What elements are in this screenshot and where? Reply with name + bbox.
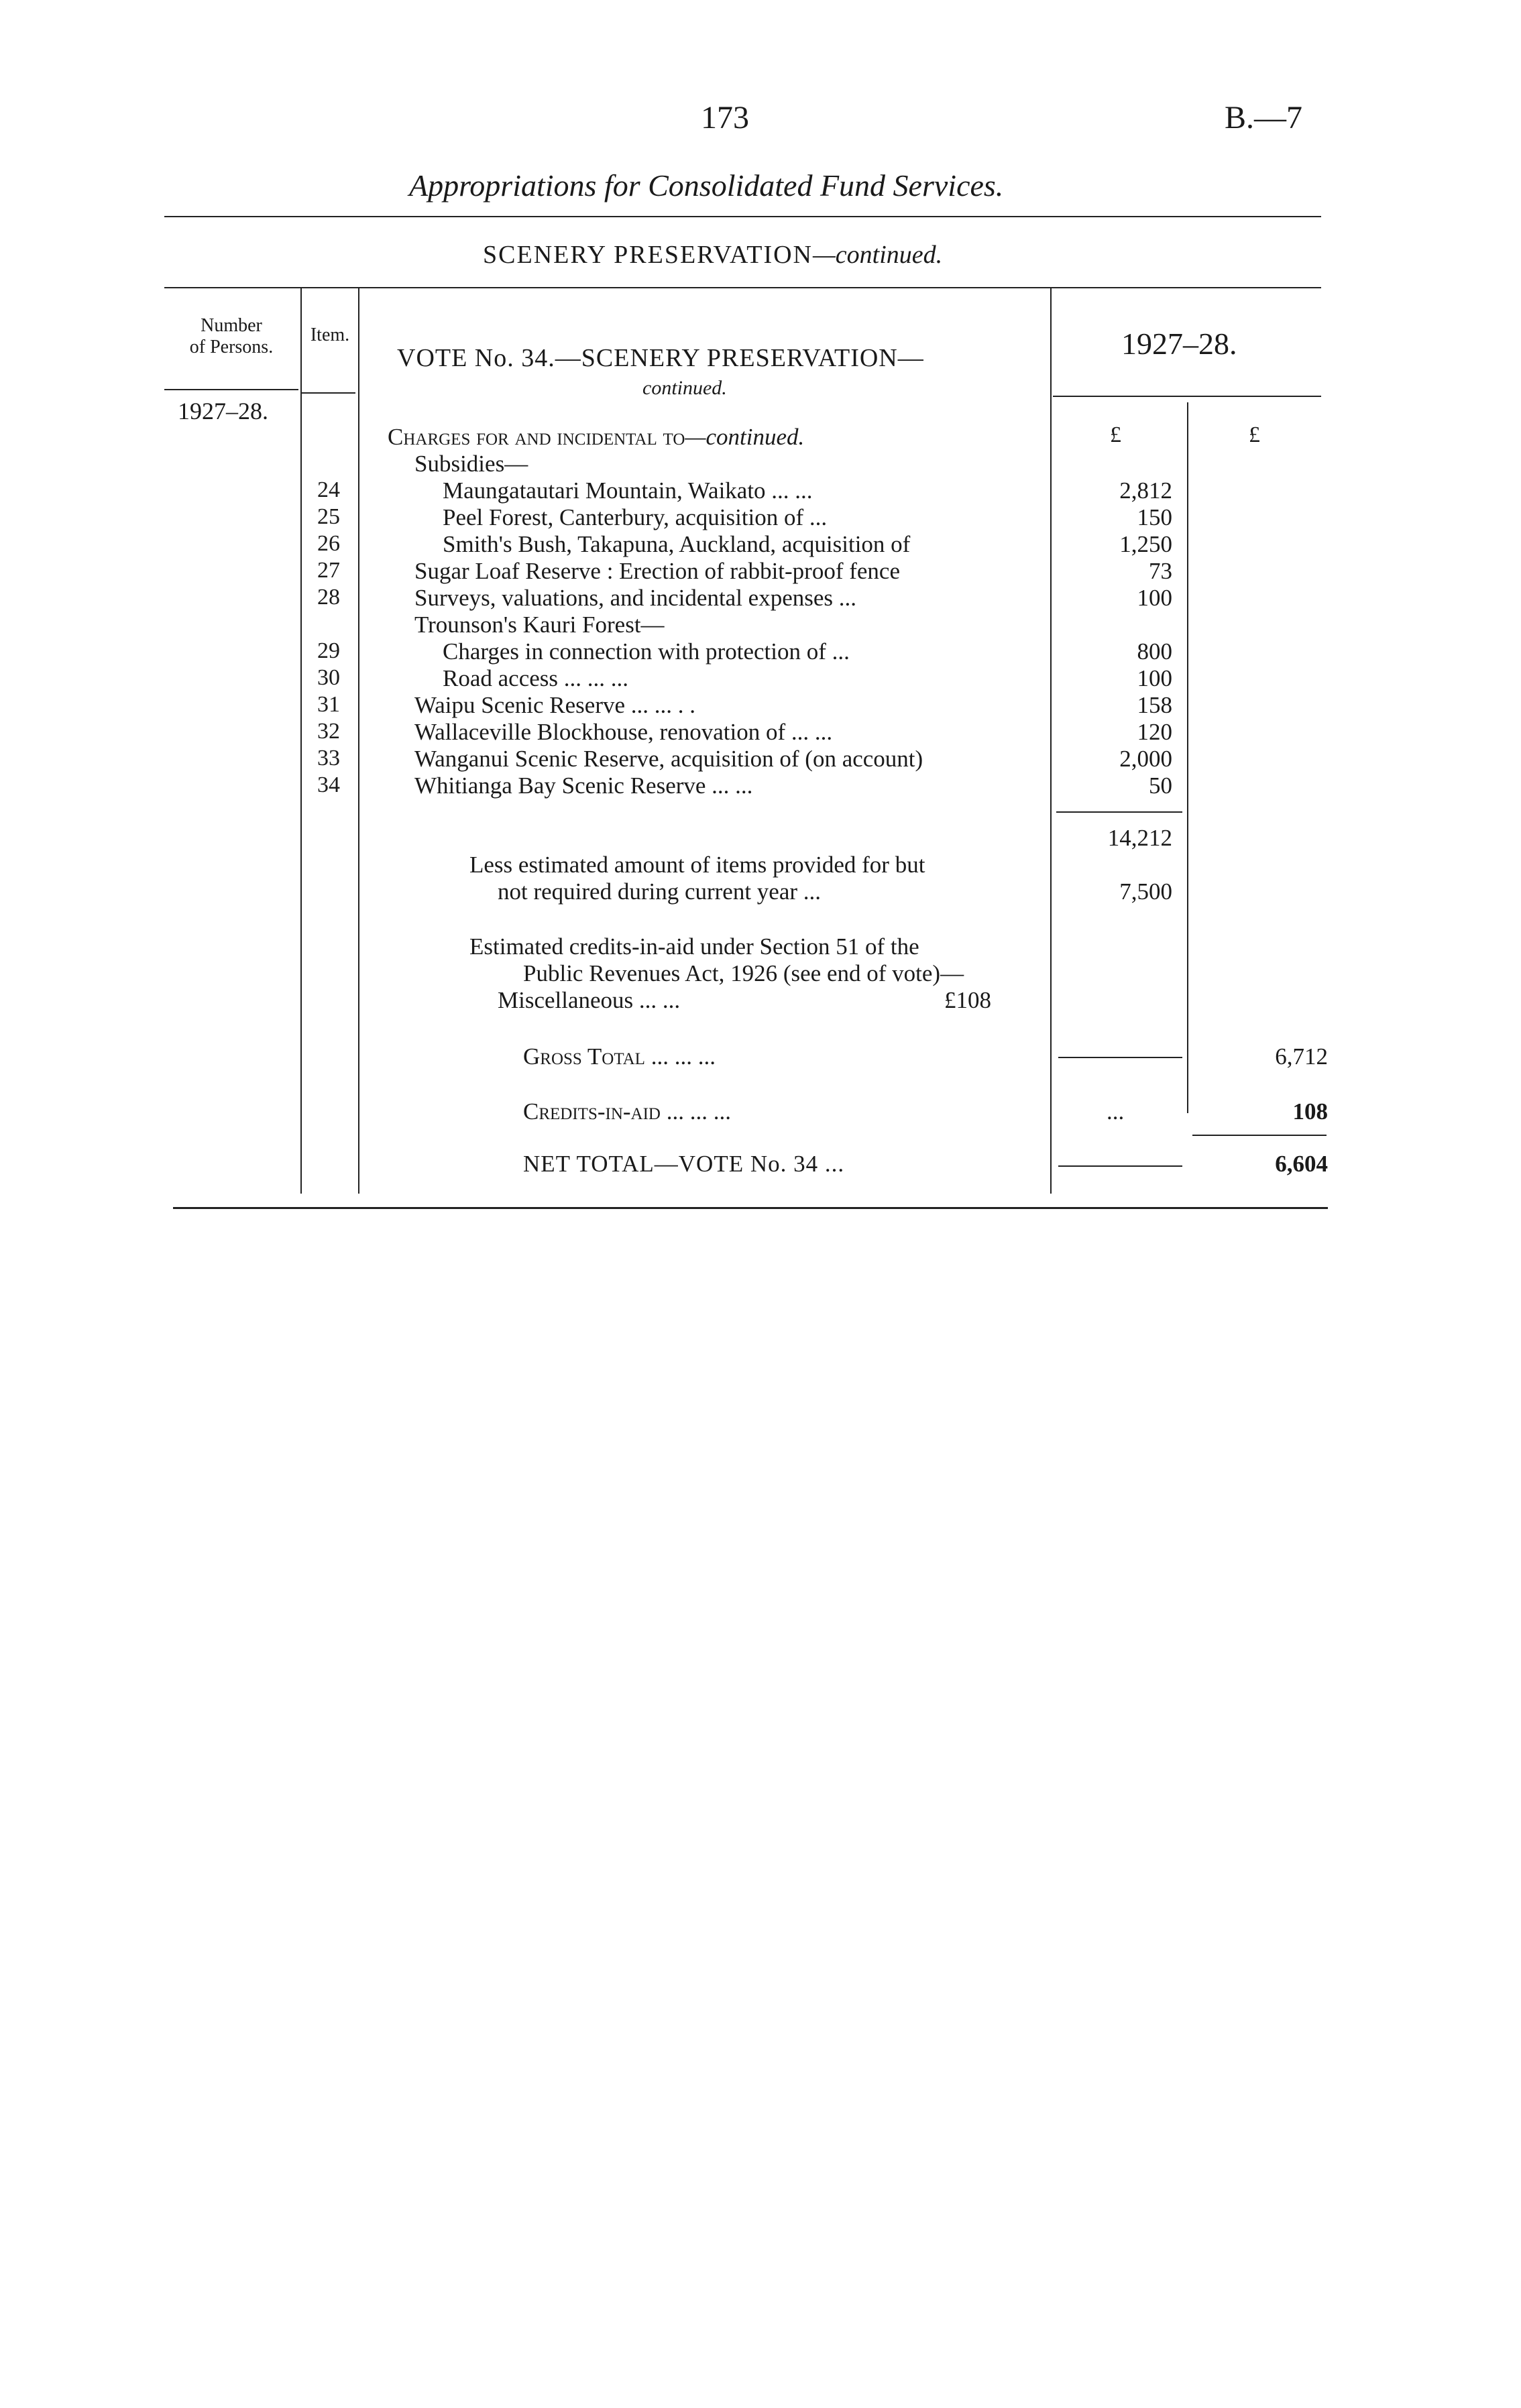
item-number: 33	[317, 746, 340, 770]
credits-in-aid-label: Credits-in-aid ... ... ...	[523, 1098, 731, 1125]
persons-year-label: 1927–28.	[178, 398, 268, 424]
item-amount: 800	[1137, 638, 1172, 665]
number-header-line2: of Persons.	[189, 337, 274, 357]
net-total-rule	[1192, 1135, 1327, 1136]
item-description: Sugar Loaf Reserve : Erection of rabbit-proof fence	[414, 558, 900, 584]
item-amount: 2,812	[1119, 477, 1172, 504]
item-description: Maungatautari Mountain, Waikato ... ...	[443, 477, 813, 504]
trounson-label: Trounson's Kauri Forest—	[414, 612, 665, 638]
gross-total-label: Gross Total ... ... ...	[523, 1043, 716, 1070]
net-total-label: NET TOTAL—VOTE No. 34 ...	[523, 1151, 845, 1177]
persons-header-rule	[164, 389, 298, 390]
item-number: 34	[317, 772, 340, 797]
amount-total-divider	[1187, 402, 1188, 1113]
subsidies-label: Subsidies—	[414, 451, 528, 477]
item-amount: 158	[1137, 692, 1172, 718]
item-header: Item.	[310, 325, 350, 345]
item-number: 29	[317, 638, 340, 663]
vote-title-continued: continued.	[642, 377, 727, 399]
item-header-rule	[300, 392, 355, 394]
year-header-rule	[1053, 396, 1321, 397]
subsection-title-text: SCENERY PRESERVATION	[483, 241, 813, 269]
credits-in-aid-amount: 108	[1292, 1098, 1328, 1125]
item-number: 31	[317, 692, 340, 717]
table-bottom-rule	[173, 1207, 1328, 1209]
gross-total-rule	[1058, 1057, 1182, 1058]
charges-heading	[388, 424, 804, 451]
subtotal-rule	[1056, 811, 1182, 813]
pound-symbol-amount: £	[1110, 422, 1121, 447]
item-description: Wallaceville Blockhouse, renovation of ... ...	[414, 719, 833, 745]
item-description: Charges in connection with protection of ...	[443, 638, 850, 665]
vote-title: VOTE No. 34.—SCENERY PRESERVATION—	[397, 344, 924, 372]
less-estimated-line1: Less estimated amount of items provided for but	[469, 852, 925, 878]
item-description: Surveys, valuations, and incidental expenses ...	[414, 585, 857, 611]
item-description: Wanganui Scenic Reserve, acquisition of (on account)	[414, 746, 923, 772]
charges-heading-text: Charges for and incidental to	[388, 424, 685, 450]
credits-note-line1: Estimated credits-in-aid under Section 51 of the	[469, 933, 919, 960]
item-description: Waipu Scenic Reserve ... ... . .	[414, 692, 696, 718]
number-header-line1: Number	[201, 315, 262, 336]
item-number: 25	[317, 504, 340, 529]
item-description: Road access ... ... ...	[443, 665, 629, 691]
item-amount: 73	[1149, 558, 1172, 584]
subtotal-amount: 14,212	[1107, 825, 1172, 851]
header-rule	[164, 216, 1321, 217]
desc-amount-divider	[1050, 288, 1052, 1194]
item-amount: 120	[1137, 719, 1172, 745]
table-top-rule	[164, 287, 1321, 288]
item-desc-divider	[358, 288, 359, 1194]
item-number: 27	[317, 558, 340, 583]
net-total-amount: 6,604	[1275, 1151, 1328, 1177]
persons-item-divider	[300, 288, 302, 1194]
credits-note-amount: £108	[944, 987, 991, 1013]
credits-note-line2: Public Revenues Act, 1926 (see end of vote)—	[523, 960, 964, 986]
item-amount: 1,250	[1119, 531, 1172, 557]
section-title: Appropriations for Consolidated Fund Services.	[409, 168, 1004, 203]
credits-in-aid-dots: ...	[1107, 1098, 1125, 1125]
item-number: 26	[317, 531, 340, 556]
item-number: 32	[317, 719, 340, 744]
subsection-title	[483, 240, 942, 270]
year-header: 1927–28.	[1121, 327, 1237, 361]
item-number: 24	[317, 477, 340, 502]
less-estimated-line2: not required during current year ...	[498, 878, 822, 905]
item-number: 28	[317, 585, 340, 610]
item-description: Whitianga Bay Scenic Reserve ... ...	[414, 772, 753, 799]
item-amount: 150	[1137, 504, 1172, 530]
item-amount: 50	[1149, 772, 1172, 799]
less-estimated-amount: 7,500	[1119, 878, 1172, 905]
item-description: Smith's Bush, Takapuna, Auckland, acquisition of	[443, 531, 911, 557]
number-of-persons-header	[171, 315, 292, 358]
item-amount: 100	[1137, 585, 1172, 611]
gross-total-amount: 6,712	[1275, 1043, 1328, 1070]
item-amount: 2,000	[1119, 746, 1172, 772]
page-number: 173	[701, 100, 749, 135]
item-amount: 100	[1137, 665, 1172, 691]
pound-symbol-total: £	[1249, 422, 1260, 447]
charges-heading-suffix: —continued.	[685, 424, 805, 450]
item-number: 30	[317, 665, 340, 690]
credits-note-line3: Miscellaneous ... ...	[498, 987, 681, 1013]
net-total-mid-rule	[1058, 1165, 1182, 1167]
document-reference: B.—7	[1225, 100, 1303, 135]
subsection-title-suffix: —continued.	[813, 241, 943, 269]
item-description: Peel Forest, Canterbury, acquisition of ...	[443, 504, 828, 530]
